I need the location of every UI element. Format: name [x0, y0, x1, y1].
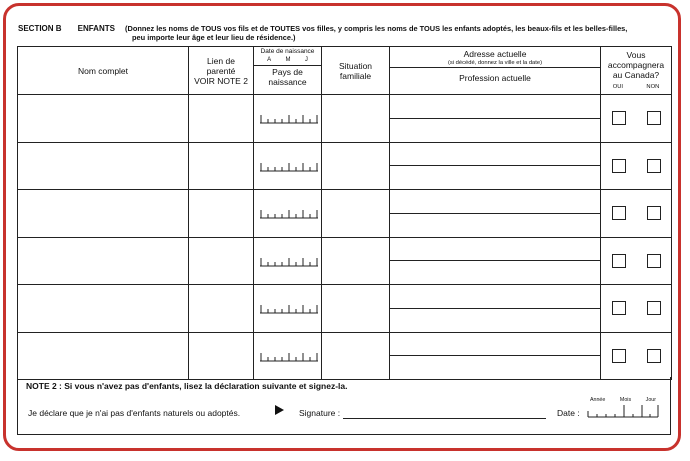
accompagnera-cell: [601, 190, 672, 238]
accompagnera-cell: [601, 142, 672, 190]
date-tick-icon: [260, 114, 320, 124]
header-situation: Situation familiale: [322, 47, 390, 95]
note-2-box: [17, 377, 671, 435]
accompagnera-cell: [601, 332, 672, 380]
adresse-field[interactable]: [390, 118, 600, 119]
date-tick-icon: [260, 162, 320, 172]
date-pays-cell[interactable]: [254, 285, 322, 333]
lien-parente-cell[interactable]: [189, 285, 254, 333]
children-table: [17, 46, 672, 380]
oui-checkbox[interactable]: [612, 301, 626, 315]
date-jour-label: Jour: [645, 397, 656, 403]
date-pays-cell[interactable]: [254, 237, 322, 285]
adresse-field[interactable]: [390, 260, 600, 261]
lien-parente-cell[interactable]: [189, 142, 254, 190]
non-checkbox[interactable]: [647, 111, 661, 125]
date-pays-cell[interactable]: [254, 332, 322, 380]
situation-cell[interactable]: [322, 237, 390, 285]
date-tick-icon: [260, 209, 320, 219]
instruction-line-2: peu importe leur âge et leur lieu de résidence.): [132, 33, 296, 42]
nom-complet-cell[interactable]: [18, 190, 189, 238]
nom-complet-cell[interactable]: [18, 237, 189, 285]
adresse-profession-cell[interactable]: [390, 142, 601, 190]
lien-parente-cell[interactable]: [189, 190, 254, 238]
header-lien: Lien de parenté VOIR NOTE 2: [189, 47, 254, 95]
oui-checkbox[interactable]: [612, 159, 626, 173]
nom-complet-cell[interactable]: [18, 95, 189, 143]
signature-field[interactable]: [343, 418, 546, 419]
nom-complet-cell[interactable]: [18, 285, 189, 333]
non-checkbox[interactable]: [647, 206, 661, 220]
header-adresse-profession: Adresse actuelle (si décédé, donnez la ville et la date) Profession actuelle: [390, 47, 601, 95]
arrow-right-icon: [275, 405, 284, 415]
situation-cell[interactable]: [322, 190, 390, 238]
date-pays-cell[interactable]: [254, 190, 322, 238]
nom-complet-cell[interactable]: [18, 332, 189, 380]
oui-checkbox[interactable]: [612, 254, 626, 268]
adresse-profession-cell[interactable]: [390, 95, 601, 143]
date-tick-icon: [260, 304, 320, 314]
adresse-profession-cell[interactable]: [390, 190, 601, 238]
table-row: [18, 142, 672, 190]
adresse-profession-cell[interactable]: [390, 237, 601, 285]
section-header: [18, 24, 673, 42]
non-checkbox[interactable]: [647, 159, 661, 173]
situation-cell[interactable]: [322, 95, 390, 143]
signature-label: Signature :: [299, 408, 341, 418]
date-tick-icon: [578, 397, 660, 420]
header-nom: Nom complet: [18, 47, 189, 95]
accompagnera-cell: [601, 237, 672, 285]
adresse-field[interactable]: [390, 308, 600, 309]
date-annee-label: Année: [590, 397, 606, 403]
nom-complet-cell[interactable]: [18, 142, 189, 190]
adresse-field[interactable]: [390, 355, 600, 356]
table-row: [18, 237, 672, 285]
section-label: SECTION B: [18, 24, 62, 33]
table-row: [18, 95, 672, 143]
table-row: [18, 190, 672, 238]
non-checkbox[interactable]: [647, 301, 661, 315]
table-row: [18, 285, 672, 333]
instruction-line-1: (Donnez les noms de TOUS vos fils et de TOUTES vos filles, y compris les noms de TOUS les enfants adoptés, les beaux-fils et les belles-filles,: [125, 24, 628, 33]
situation-cell[interactable]: [322, 332, 390, 380]
table-row: [18, 332, 672, 380]
date-field[interactable]: [578, 397, 660, 420]
date-pays-cell[interactable]: [254, 95, 322, 143]
table-header-row: [18, 47, 672, 95]
adresse-profession-cell[interactable]: [390, 285, 601, 333]
date-tick-icon: [260, 257, 320, 267]
accompagnera-cell: [601, 285, 672, 333]
accompagnera-cell: [601, 95, 672, 143]
adresse-field[interactable]: [390, 213, 600, 214]
non-checkbox[interactable]: [647, 349, 661, 363]
section-title: ENFANTS: [77, 24, 115, 33]
header-date-pays: Date de naissance A M J Pays de naissance: [254, 47, 322, 95]
oui-checkbox[interactable]: [612, 206, 626, 220]
adresse-field[interactable]: [390, 165, 600, 166]
lien-parente-cell[interactable]: [189, 237, 254, 285]
non-checkbox[interactable]: [647, 254, 661, 268]
oui-label: OUI: [612, 83, 623, 90]
declaration-text: Je déclare que je n'ai pas d'enfants naturels ou adoptés.: [28, 408, 241, 418]
non-label: NON: [646, 83, 660, 90]
header-accompagnera: Vous accompagnera au Canada? OUI NON: [601, 47, 672, 95]
oui-checkbox[interactable]: [612, 349, 626, 363]
adresse-profession-cell[interactable]: [390, 332, 601, 380]
oui-checkbox[interactable]: [612, 111, 626, 125]
date-mois-label: Mois: [619, 397, 632, 403]
lien-parente-cell[interactable]: [189, 95, 254, 143]
date-tick-icon: [260, 352, 320, 362]
date-label: Date :: [557, 408, 580, 418]
situation-cell[interactable]: [322, 142, 390, 190]
note-2-title: NOTE 2 : Si vous n'avez pas d'enfants, lisez la déclaration suivante et signez-la.: [26, 381, 348, 391]
situation-cell[interactable]: [322, 285, 390, 333]
date-pays-cell[interactable]: [254, 142, 322, 190]
lien-parente-cell[interactable]: [189, 332, 254, 380]
